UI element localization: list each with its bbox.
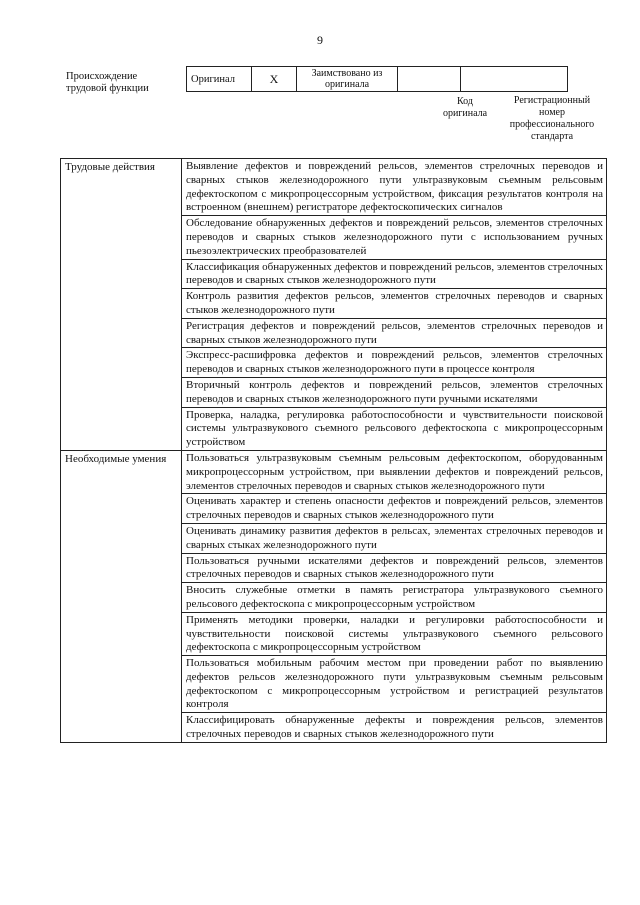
table-cell: Пользоваться мобильным рабочим местом при проведении работ по выявлению дефектов рельсов железнодорожного пути ультразвуковым съемным рельсовым дефектоскопом с микропроцессорным устройством и регистрацией результатов контроля — [182, 656, 607, 713]
table-cell: Обследование обнаруженных дефектов и повреждений рельсов, элементов стрелочных переводов и сварных стыков железнодорожного пути с использованием ручных пьезоэлектрических преобразователей — [182, 216, 607, 259]
origin-label: Происхождение трудовой функции — [66, 71, 149, 94]
table-cell: Регистрация дефектов и повреждений рельсов, элементов стрелочных переводов и сварных стыков железнодорожного пути — [182, 318, 607, 348]
code-cell — [398, 67, 461, 92]
origin-table — [186, 66, 568, 92]
table-cell: Вторичный контроль дефектов и повреждений рельсов, элементов стрелочных переводов и сварных стыков железнодорожного пути ручными искателями — [182, 377, 607, 407]
function-table — [60, 158, 607, 743]
original-mark: X — [252, 67, 297, 92]
code-caption: Код оригинала — [442, 96, 488, 119]
table-row — [61, 159, 607, 216]
table-cell: Вносить служебные отметки в память регистратора ультразвукового съемного рельсового дефектоскопа с микропроцессорным устройством — [182, 583, 607, 613]
table-cell: Классифицировать обнаруженные дефекты и повреждения рельсов, элементов стрелочных переводов и сварных стыков железнодорожного пути — [182, 713, 607, 743]
table-cell: Классификация обнаруженных дефектов и повреждений рельсов, элементов стрелочных переводов и сварных стыков железнодорожного пути — [182, 259, 607, 289]
section-heading: Необходимые умения — [61, 450, 182, 742]
table-row — [61, 450, 607, 493]
table-cell: Экспресс-расшифровка дефектов и повреждений рельсов, элементов стрелочных переводов и сварных стыков железнодорожного пути в процессе контроля — [182, 348, 607, 378]
section-heading: Трудовые действия — [61, 159, 182, 451]
table-cell: Выявление дефектов и повреждений рельсов, элементов стрелочных переводов и сварных стыков железнодорожного пути ультразвуковым съемным рельсовым дефектоскопом с микропроцессорным устройством, фиксация результатов контроля на встроенном (внешнем) регистраторе дефектоскопических сигналов — [182, 159, 607, 216]
reg-number-cell — [461, 67, 568, 92]
page-number: 9 — [317, 33, 323, 47]
table-cell: Контроль развития дефектов рельсов, элементов стрелочных переводов и сварных стыков железнодорожного пути — [182, 289, 607, 319]
table-cell: Пользоваться ручными искателями дефектов и повреждений рельсов, элементов стрелочных переводов и сварных стыков железнодорожного пути — [182, 553, 607, 583]
table-cell: Пользоваться ультразвуковым съемным рельсовым дефектоскопом, оборудованным микропроцессорным устройством, при выявлении дефектов и повреждений рельсов, элементов стрелочных переводов и сварных стыков железнодорожного пути — [182, 450, 607, 493]
borrowed-cell: Заимствовано из оригинала — [297, 67, 398, 92]
table-cell: Оценивать динамику развития дефектов в рельсах, элементах стрелочных переводов и сварных стыках железнодорожного пути — [182, 523, 607, 553]
reg-number-caption: Регистрационный номер профессионального стандарта — [509, 95, 595, 142]
table-cell: Проверка, наладка, регулировка работоспособности и чувствительности поисковой системы ультразвукового съемного рельсового дефектоскопа с микропроцессорным устройством — [182, 407, 607, 450]
table-cell: Применять методики проверки, наладки и регулировки работоспособности и чувствительности поисковой системы ультразвукового съемного рельсового дефектоскопа с микропроцессорным устройством — [182, 612, 607, 655]
table-cell: Оценивать характер и степень опасности дефектов и повреждений рельсов, элементов стрелочных переводов и сварных стыков железнодорожного пути — [182, 494, 607, 524]
original-cell: Оригинал — [187, 67, 252, 92]
